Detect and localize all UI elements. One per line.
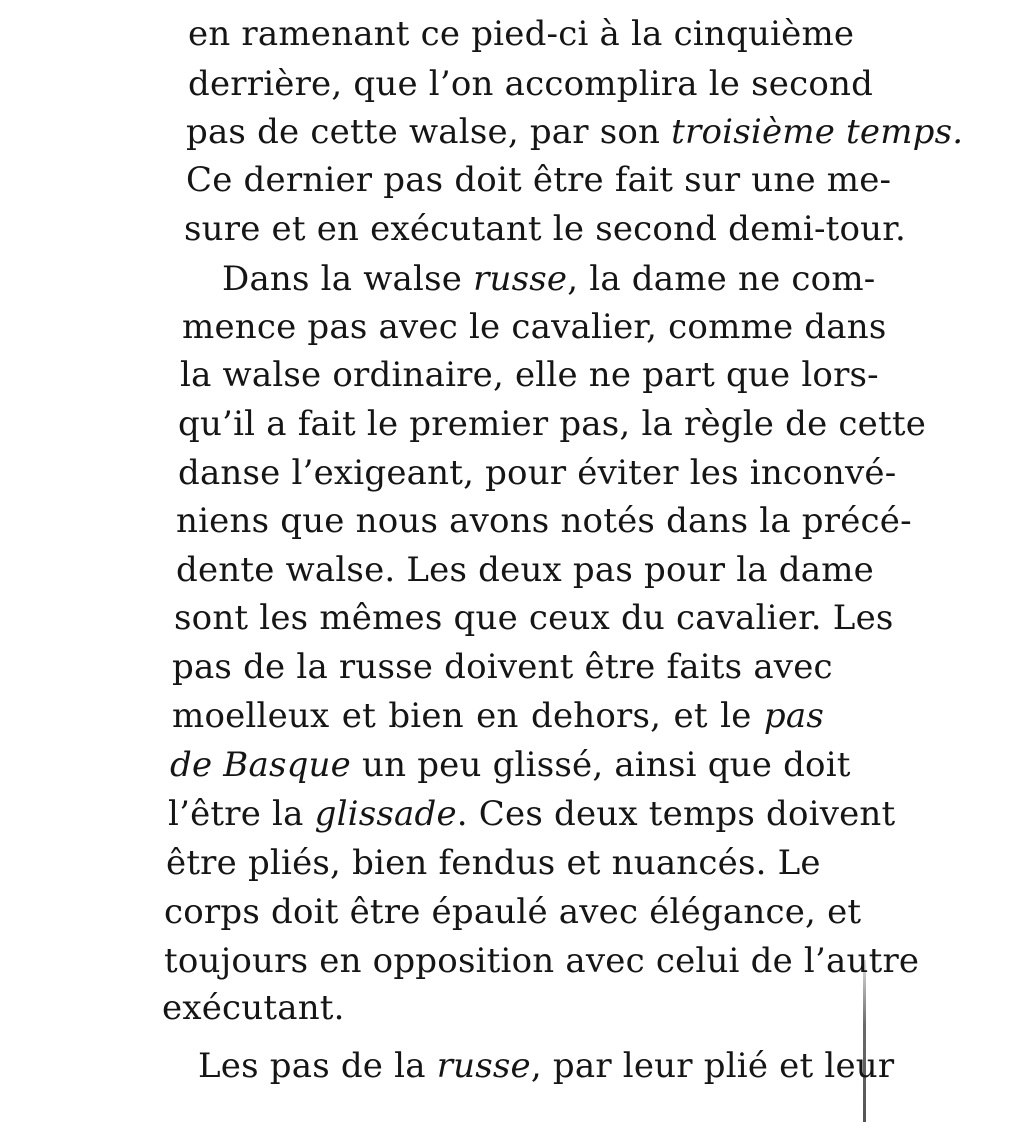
roman-text: qu’il a fait le premier pas, la règle de cette	[178, 404, 927, 444]
text-line	[182, 303, 887, 351]
text-line	[180, 351, 879, 399]
roman-text: pas de la russe doivent être faits avec	[172, 647, 833, 687]
roman-text: derrière, que l’on accomplira le second	[188, 64, 874, 104]
italic-text: troisième temps.	[671, 112, 964, 152]
roman-text: un peu glissé, ainsi que doit	[350, 745, 851, 785]
roman-text: , la dame ne com-	[567, 259, 876, 299]
italic-text: glissade	[314, 794, 457, 834]
text-line	[166, 839, 820, 887]
roman-text: l’être la	[168, 794, 315, 834]
text-line	[172, 643, 833, 691]
roman-text: en ramenant ce pied-ci à la cinquième	[188, 14, 855, 54]
italic-text: de Basque	[170, 745, 351, 785]
italic-text: russe	[436, 1046, 531, 1086]
roman-text: mence pas avec le cavalier, comme dans	[182, 307, 887, 347]
scan-edge-shadow	[863, 960, 866, 1122]
roman-text: être pliés, bien fendus et nuancés. Le	[166, 843, 821, 883]
roman-text: toujours en opposition avec celui de l’autre	[164, 941, 920, 981]
text-line	[170, 741, 851, 789]
roman-text: corps doit être épaulé avec élégance, et	[164, 892, 862, 932]
italic-text: russe	[473, 259, 568, 299]
text-line	[176, 546, 874, 594]
roman-text: Dans la walse	[222, 259, 474, 299]
roman-text: Les pas de la	[198, 1046, 437, 1086]
roman-text: pas de cette walse, par son	[186, 112, 672, 152]
roman-text: dente walse. Les deux pas pour la dame	[176, 550, 874, 590]
text-line	[176, 497, 912, 545]
roman-text: Ce dernier pas doit être fait sur une me-	[186, 160, 892, 200]
text-line	[186, 108, 964, 156]
roman-text: sure et en exécutant le second demi-tour.	[184, 209, 907, 249]
text-line	[198, 1042, 895, 1090]
roman-text: niens que nous avons notés dans la précé-	[176, 501, 912, 541]
roman-text: la walse ordinaire, elle ne part que lors-	[180, 355, 879, 395]
text-line	[162, 984, 345, 1032]
text-line	[174, 594, 894, 642]
roman-text: moelleux et bien en dehors, et le	[172, 696, 764, 736]
text-line	[184, 205, 907, 253]
text-line	[172, 692, 824, 740]
roman-text: sont les mêmes que ceux du cavalier. Les	[174, 598, 894, 638]
roman-text: , par leur plié et leur	[530, 1046, 895, 1086]
text-line	[188, 60, 874, 108]
text-line	[164, 888, 862, 936]
text-line	[222, 255, 876, 303]
text-line	[188, 10, 855, 58]
roman-text: danse l’exigeant, pour éviter les inconvé-	[178, 453, 897, 493]
text-line	[178, 449, 897, 497]
text-line	[186, 156, 892, 204]
text-line	[168, 790, 896, 838]
roman-text: exécutant.	[162, 988, 345, 1028]
text-line	[178, 400, 927, 448]
roman-text: . Ces deux temps doivent	[456, 794, 896, 834]
italic-text: pas	[763, 696, 824, 736]
text-line	[164, 937, 920, 985]
